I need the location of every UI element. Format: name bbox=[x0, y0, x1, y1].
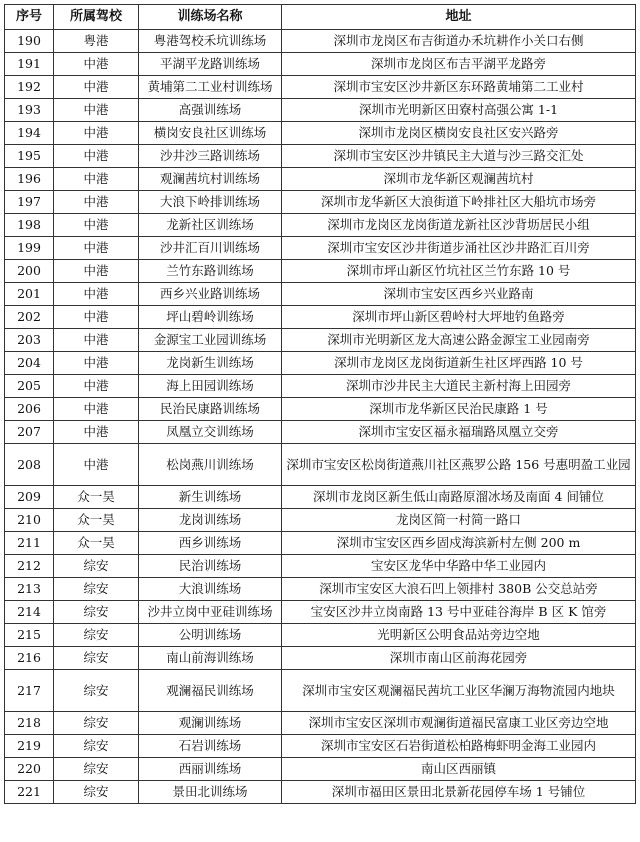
table-row bbox=[5, 578, 636, 601]
row-ground-name: 粤港驾校禾坑训练场 bbox=[139, 30, 282, 53]
row-number: 211 bbox=[5, 532, 54, 555]
table-row bbox=[5, 670, 636, 712]
row-ground-name: 公明训练场 bbox=[139, 624, 282, 647]
row-ground-name: 海上田园训练场 bbox=[139, 375, 282, 398]
row-address: 深圳市宝安区大浪石凹上领排村 380B 公交总站旁 bbox=[282, 578, 636, 601]
row-school: 中港 bbox=[54, 444, 139, 486]
table-row bbox=[5, 214, 636, 237]
table-row bbox=[5, 486, 636, 509]
row-address: 深圳市龙华新区观澜茜坑村 bbox=[282, 168, 636, 191]
row-school: 中港 bbox=[54, 421, 139, 444]
row-ground-name: 高强训练场 bbox=[139, 99, 282, 122]
row-school: 综安 bbox=[54, 578, 139, 601]
row-number: 196 bbox=[5, 168, 54, 191]
table-row bbox=[5, 329, 636, 352]
row-ground-name: 龙岗新生训练场 bbox=[139, 352, 282, 375]
row-address: 深圳市福田区景田北景新花园停车场 1 号铺位 bbox=[282, 781, 636, 804]
row-address: 深圳市龙岗区龙岗街道龙新社区沙背坜居民小组 bbox=[282, 214, 636, 237]
row-school: 中港 bbox=[54, 352, 139, 375]
row-ground-name: 沙井立岗中亚硅训练场 bbox=[139, 601, 282, 624]
row-number: 209 bbox=[5, 486, 54, 509]
row-ground-name: 大浪训练场 bbox=[139, 578, 282, 601]
table-row bbox=[5, 352, 636, 375]
row-address: 深圳市光明新区田寮村高强公寓 1-1 bbox=[282, 99, 636, 122]
table-row bbox=[5, 624, 636, 647]
table-row bbox=[5, 758, 636, 781]
row-ground-name: 沙井汇百川训练场 bbox=[139, 237, 282, 260]
row-ground-name: 龙新社区训练场 bbox=[139, 214, 282, 237]
training-ground-table-page bbox=[4, 4, 636, 804]
row-ground-name: 观澜训练场 bbox=[139, 712, 282, 735]
table-row bbox=[5, 145, 636, 168]
row-address: 深圳市光明新区龙大高速公路金源宝工业园南旁 bbox=[282, 329, 636, 352]
header-ground-name: 训练场名称 bbox=[139, 5, 282, 30]
row-address: 深圳市龙华新区大浪街道下岭排社区大船坑市场旁 bbox=[282, 191, 636, 214]
table-row bbox=[5, 375, 636, 398]
row-school: 中港 bbox=[54, 214, 139, 237]
row-school: 中港 bbox=[54, 53, 139, 76]
row-number: 214 bbox=[5, 601, 54, 624]
row-number: 197 bbox=[5, 191, 54, 214]
row-school: 综安 bbox=[54, 781, 139, 804]
table-row bbox=[5, 647, 636, 670]
row-address: 深圳市南山区前海花园旁 bbox=[282, 647, 636, 670]
row-number: 205 bbox=[5, 375, 54, 398]
row-number: 215 bbox=[5, 624, 54, 647]
row-number: 207 bbox=[5, 421, 54, 444]
row-school: 综安 bbox=[54, 670, 139, 712]
table-row bbox=[5, 398, 636, 421]
row-ground-name: 平湖平龙路训练场 bbox=[139, 53, 282, 76]
table-row bbox=[5, 421, 636, 444]
row-number: 218 bbox=[5, 712, 54, 735]
row-address: 深圳市宝安区福永福瑞路凤凰立交旁 bbox=[282, 421, 636, 444]
row-school: 综安 bbox=[54, 712, 139, 735]
row-address: 深圳市龙岗区横岗安良社区安兴路旁 bbox=[282, 122, 636, 145]
row-address: 光明新区公明食品站旁边空地 bbox=[282, 624, 636, 647]
row-school: 众一昊 bbox=[54, 532, 139, 555]
row-address: 深圳市宝安区西乡兴业路南 bbox=[282, 283, 636, 306]
row-number: 212 bbox=[5, 555, 54, 578]
row-address: 深圳市坪山新区碧岭村大坪地钓鱼路旁 bbox=[282, 306, 636, 329]
table-row bbox=[5, 532, 636, 555]
row-school: 众一昊 bbox=[54, 509, 139, 532]
header-number: 序号 bbox=[5, 5, 54, 30]
row-address: 深圳市龙岗区龙岗街道新生社区坪西路 10 号 bbox=[282, 352, 636, 375]
row-ground-name: 沙井沙三路训练场 bbox=[139, 145, 282, 168]
row-ground-name: 景田北训练场 bbox=[139, 781, 282, 804]
row-number: 198 bbox=[5, 214, 54, 237]
row-school: 综安 bbox=[54, 758, 139, 781]
row-number: 210 bbox=[5, 509, 54, 532]
table-row bbox=[5, 444, 636, 486]
table-row bbox=[5, 99, 636, 122]
row-ground-name: 大浪下岭排训练场 bbox=[139, 191, 282, 214]
table-row bbox=[5, 306, 636, 329]
row-address: 深圳市宝安区松岗街道燕川社区燕罗公路 156 号惠明盈工业园 bbox=[282, 444, 636, 486]
row-school: 综安 bbox=[54, 735, 139, 758]
row-number: 203 bbox=[5, 329, 54, 352]
row-number: 208 bbox=[5, 444, 54, 486]
table-row bbox=[5, 735, 636, 758]
row-school: 中港 bbox=[54, 398, 139, 421]
row-ground-name: 横岗安良社区训练场 bbox=[139, 122, 282, 145]
row-address: 深圳市宝安区石岩街道松柏路梅虾明金海工业园内 bbox=[282, 735, 636, 758]
table-row bbox=[5, 30, 636, 53]
row-number: 191 bbox=[5, 53, 54, 76]
row-ground-name: 松岗燕川训练场 bbox=[139, 444, 282, 486]
row-school: 中港 bbox=[54, 145, 139, 168]
row-address: 龙岗区简一村简一路口 bbox=[282, 509, 636, 532]
row-ground-name: 新生训练场 bbox=[139, 486, 282, 509]
table-row bbox=[5, 555, 636, 578]
row-number: 217 bbox=[5, 670, 54, 712]
row-address: 深圳市龙岗区布吉街道办禾坑耕作小关口右侧 bbox=[282, 30, 636, 53]
training-ground-table bbox=[4, 4, 636, 804]
row-number: 213 bbox=[5, 578, 54, 601]
row-school: 中港 bbox=[54, 122, 139, 145]
header-address: 地址 bbox=[282, 5, 636, 30]
row-ground-name: 西乡训练场 bbox=[139, 532, 282, 555]
row-ground-name: 金源宝工业园训练场 bbox=[139, 329, 282, 352]
row-school: 中港 bbox=[54, 237, 139, 260]
row-address: 深圳市宝安区西乡固戍海滨新村左侧 200 m bbox=[282, 532, 636, 555]
row-number: 194 bbox=[5, 122, 54, 145]
row-number: 195 bbox=[5, 145, 54, 168]
row-school: 中港 bbox=[54, 260, 139, 283]
row-school: 中港 bbox=[54, 168, 139, 191]
row-ground-name: 坪山碧岭训练场 bbox=[139, 306, 282, 329]
row-number: 201 bbox=[5, 283, 54, 306]
row-number: 221 bbox=[5, 781, 54, 804]
row-school: 中港 bbox=[54, 375, 139, 398]
header-school: 所属驾校 bbox=[54, 5, 139, 30]
row-school: 综安 bbox=[54, 624, 139, 647]
row-ground-name: 观澜茜坑村训练场 bbox=[139, 168, 282, 191]
table-row bbox=[5, 122, 636, 145]
row-ground-name: 观澜福民训练场 bbox=[139, 670, 282, 712]
row-school: 中港 bbox=[54, 99, 139, 122]
table-row bbox=[5, 601, 636, 624]
row-school: 综安 bbox=[54, 647, 139, 670]
row-address: 深圳市宝安区深圳市观澜街道福民富康工业区旁边空地 bbox=[282, 712, 636, 735]
row-school: 中港 bbox=[54, 306, 139, 329]
row-address: 深圳市宝安区观澜福民茜坑工业区华澜万海物流园内地块 bbox=[282, 670, 636, 712]
row-address: 宝安区龙华中华路中华工业园内 bbox=[282, 555, 636, 578]
table-row bbox=[5, 712, 636, 735]
row-number: 220 bbox=[5, 758, 54, 781]
row-address: 南山区西丽镇 bbox=[282, 758, 636, 781]
row-number: 219 bbox=[5, 735, 54, 758]
table-row bbox=[5, 283, 636, 306]
row-school: 众一昊 bbox=[54, 486, 139, 509]
row-school: 中港 bbox=[54, 329, 139, 352]
row-address: 深圳市龙华新区民治民康路 1 号 bbox=[282, 398, 636, 421]
row-number: 200 bbox=[5, 260, 54, 283]
row-address: 深圳市龙岗区新生低山南路原溜冰场及南面 4 间铺位 bbox=[282, 486, 636, 509]
row-school: 中港 bbox=[54, 76, 139, 99]
row-address: 深圳市宝安区沙井街道步涌社区沙井路汇百川旁 bbox=[282, 237, 636, 260]
row-number: 193 bbox=[5, 99, 54, 122]
table-header-row bbox=[5, 5, 636, 30]
table-row bbox=[5, 191, 636, 214]
table-row bbox=[5, 53, 636, 76]
row-address: 深圳市龙岗区布吉平湖平龙路旁 bbox=[282, 53, 636, 76]
row-number: 199 bbox=[5, 237, 54, 260]
row-number: 204 bbox=[5, 352, 54, 375]
row-school: 综安 bbox=[54, 601, 139, 624]
row-school: 综安 bbox=[54, 555, 139, 578]
row-ground-name: 黄埔第二工业村训练场 bbox=[139, 76, 282, 99]
row-number: 192 bbox=[5, 76, 54, 99]
row-address: 深圳市沙井民主大道民主新村海上田园旁 bbox=[282, 375, 636, 398]
row-address: 深圳市宝安区沙井镇民主大道与沙三路交汇处 bbox=[282, 145, 636, 168]
table-row bbox=[5, 237, 636, 260]
row-address: 宝安区沙井立岗南路 13 号中亚硅谷海岸 B 区 K 馆旁 bbox=[282, 601, 636, 624]
table-row bbox=[5, 168, 636, 191]
row-number: 216 bbox=[5, 647, 54, 670]
table-row bbox=[5, 509, 636, 532]
row-ground-name: 凤凰立交训练场 bbox=[139, 421, 282, 444]
row-ground-name: 西丽训练场 bbox=[139, 758, 282, 781]
table-row bbox=[5, 76, 636, 99]
row-ground-name: 龙岗训练场 bbox=[139, 509, 282, 532]
row-number: 190 bbox=[5, 30, 54, 53]
row-address: 深圳市坪山新区竹坑社区兰竹东路 10 号 bbox=[282, 260, 636, 283]
row-number: 206 bbox=[5, 398, 54, 421]
row-ground-name: 西乡兴业路训练场 bbox=[139, 283, 282, 306]
row-ground-name: 民治民康路训练场 bbox=[139, 398, 282, 421]
table-row bbox=[5, 781, 636, 804]
row-ground-name: 民治训练场 bbox=[139, 555, 282, 578]
row-school: 中港 bbox=[54, 283, 139, 306]
row-address: 深圳市宝安区沙井新区东环路黄埔第二工业村 bbox=[282, 76, 636, 99]
row-ground-name: 石岩训练场 bbox=[139, 735, 282, 758]
table-body bbox=[5, 30, 636, 804]
row-school: 中港 bbox=[54, 191, 139, 214]
row-number: 202 bbox=[5, 306, 54, 329]
row-ground-name: 兰竹东路训练场 bbox=[139, 260, 282, 283]
row-ground-name: 南山前海训练场 bbox=[139, 647, 282, 670]
table-row bbox=[5, 260, 636, 283]
row-school: 粤港 bbox=[54, 30, 139, 53]
